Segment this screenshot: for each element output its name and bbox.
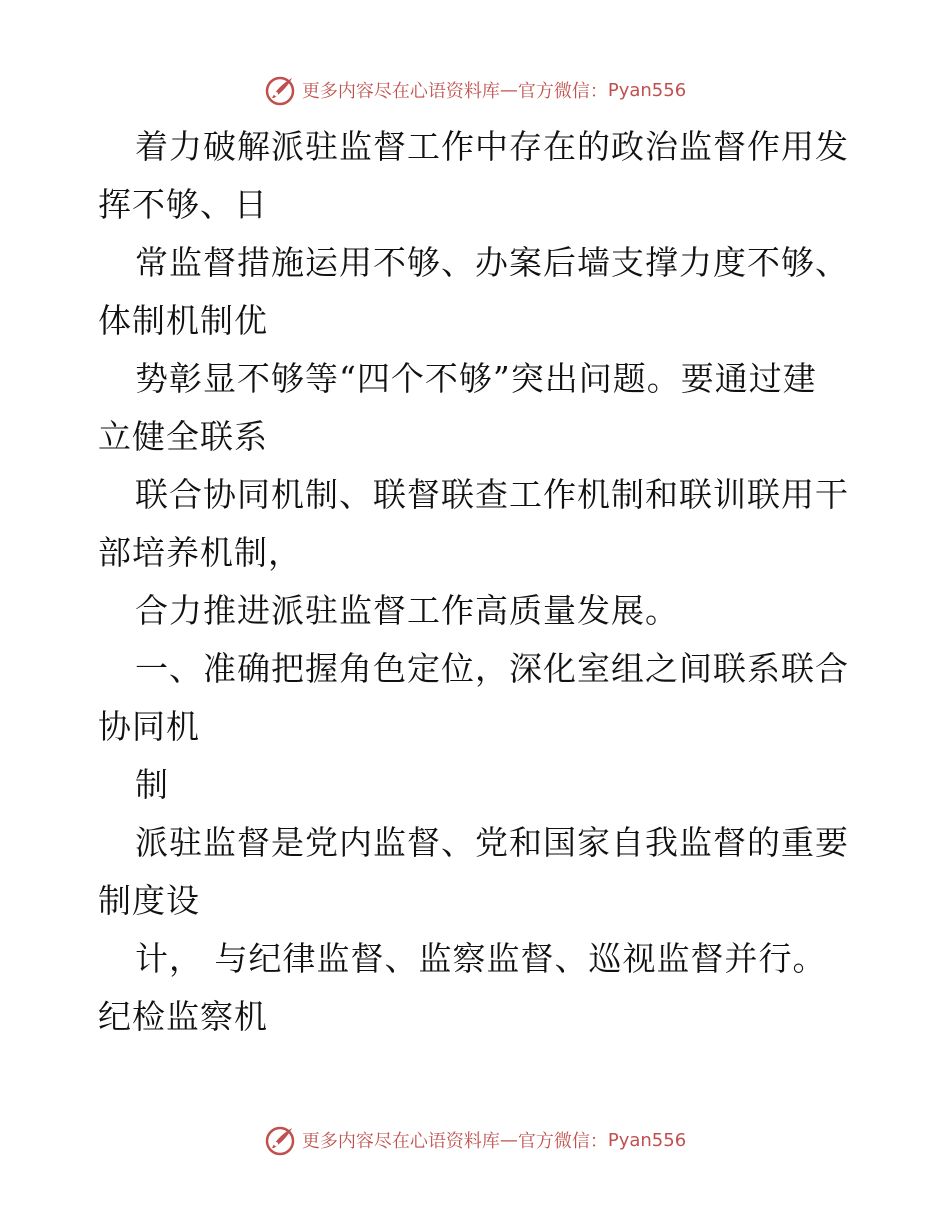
section-heading-line: 一、准确把握角色定位，深化室组之间联系联合 <box>135 649 849 688</box>
section-heading-line: 制 <box>135 765 169 804</box>
page-footer-banner <box>0 1122 950 1158</box>
page-header-banner <box>0 72 950 108</box>
quill-logo-icon <box>264 1124 296 1156</box>
banner-wechat-label: 官方微信： <box>517 81 608 102</box>
text-line: 势彰显不够等“四个不够”突出问题。要通过建 <box>135 359 817 398</box>
banner-wechat-id: Pyan556 <box>607 79 687 101</box>
text-line: 派驻监督是党内监督、党和国家自我监督的重要 <box>135 823 849 862</box>
text-line: 部培养机制， <box>98 533 302 572</box>
document-body <box>98 118 858 1046</box>
section-heading-line: 协同机 <box>98 707 200 746</box>
banner-wechat-id: Pyan556 <box>607 1129 687 1151</box>
text-line: 合力推进派驻监督工作高质量发展。 <box>135 591 679 630</box>
banner-main-text: 更多内容尽在心语资料库 <box>301 1131 500 1152</box>
text-line: 立健全联系 <box>98 417 268 456</box>
quill-logo-icon <box>264 74 296 106</box>
text-line: 计， 与纪律监督、监察监督、巡视监督并行。 <box>135 939 827 978</box>
text-line: 制度设 <box>98 881 200 920</box>
text-line: 纪检监察机 <box>98 997 268 1036</box>
banner-dash: — <box>499 1129 518 1151</box>
banner-wechat-label: 官方微信： <box>517 1131 608 1152</box>
banner-main-text: 更多内容尽在心语资料库 <box>301 81 500 102</box>
text-line: 体制机制优 <box>98 301 268 340</box>
banner-dash: — <box>499 79 518 101</box>
text-line: 挥不够、日 <box>98 185 268 224</box>
text-line: 常监督措施运用不够、办案后墙支撑力度不够、 <box>135 243 849 282</box>
text-line: 联合协同机制、联督联查工作机制和联训联用干 <box>135 475 849 514</box>
text-line: 着力破解派驻监督工作中存在的政治监督作用发 <box>135 127 849 166</box>
